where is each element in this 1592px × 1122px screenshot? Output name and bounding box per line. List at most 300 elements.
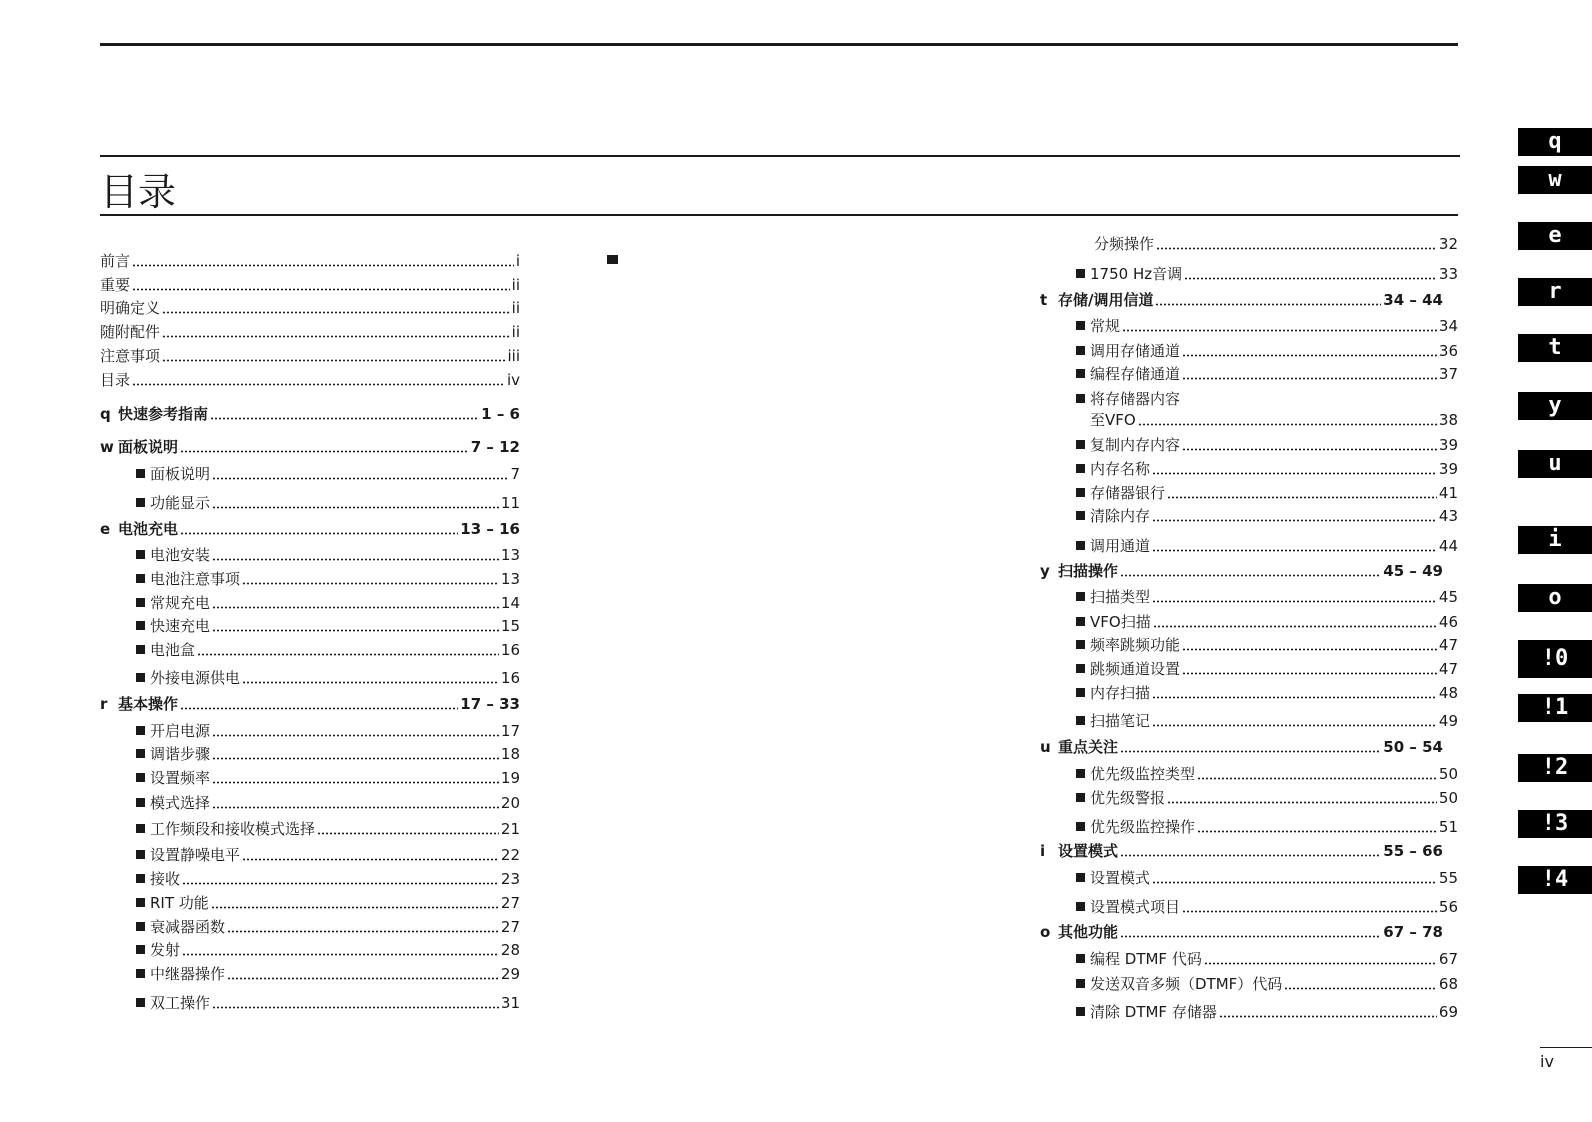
leader-dots: [1197, 777, 1437, 780]
toc-entry[interactable]: [1076, 868, 1458, 888]
leader-dots: [212, 558, 499, 561]
leader-dots: [227, 977, 499, 980]
entry-page: 49: [1438, 712, 1458, 730]
leader-dots: [132, 383, 505, 386]
entry-label: 频率跳频功能: [1090, 636, 1181, 654]
toc-entry[interactable]: [136, 464, 520, 484]
bullet-square: [1076, 640, 1085, 649]
leader-dots: [1152, 472, 1437, 475]
entry-label: 面板说明: [150, 465, 211, 483]
entry-page: 28: [500, 941, 520, 959]
thumb-tab-13[interactable]: !3: [1518, 810, 1592, 838]
bullet-square: [607, 255, 618, 264]
bullet-square: [136, 621, 145, 630]
entry-label: 发射: [150, 941, 181, 959]
toc-entry[interactable]: [136, 819, 520, 839]
toc-entry[interactable]: [1076, 264, 1458, 284]
entry-label: 快速参考指南: [118, 405, 209, 423]
bullet-square: [136, 726, 145, 735]
leader-dots: [1156, 247, 1437, 250]
leader-dots: [180, 532, 458, 535]
entry-label: 优先级监控操作: [1090, 818, 1196, 836]
chapter-marker: i: [1040, 842, 1046, 860]
leader-dots: [212, 781, 499, 784]
leader-dots: [1152, 696, 1437, 699]
leader-dots: [211, 906, 499, 909]
thumb-tab-6[interactable]: y: [1518, 392, 1592, 420]
toc-chapter[interactable]: [100, 519, 520, 539]
toc-entry[interactable]: [1076, 897, 1458, 917]
leader-dots: [132, 288, 510, 291]
leader-dots: [1153, 625, 1437, 628]
leader-dots: [180, 707, 458, 710]
bullet-square: [1076, 394, 1085, 403]
thumb-tab-10[interactable]: !0: [1518, 640, 1592, 678]
bullet-square: [1076, 511, 1085, 520]
thumb-tab-8[interactable]: i: [1518, 526, 1592, 554]
entry-page: 56: [1438, 898, 1458, 916]
thumb-tab-2[interactable]: w: [1518, 166, 1592, 194]
entry-page: 1 – 6: [481, 405, 520, 423]
toc-entry[interactable]: [1094, 234, 1458, 254]
toc-entry[interactable]: [1076, 364, 1458, 384]
leader-dots: [1167, 496, 1437, 499]
leader-dots: [1182, 672, 1437, 675]
bullet-square: [136, 645, 145, 654]
entry-page: ii: [511, 299, 520, 317]
entry-page: 34 – 44: [1383, 291, 1443, 309]
leader-dots: [212, 477, 508, 480]
toc-entry[interactable]: [100, 370, 520, 390]
entry-label: 优先级监控类型: [1090, 765, 1196, 783]
toc-entry[interactable]: [136, 545, 520, 565]
entry-page: 20: [500, 794, 520, 812]
entry-label: 电池盒: [150, 641, 196, 659]
toc-entry[interactable]: [136, 640, 520, 660]
leader-dots: [1182, 910, 1437, 913]
toc-entry[interactable]: [1076, 587, 1458, 607]
entry-page: ii: [511, 323, 520, 341]
toc-chapter[interactable]: [1040, 737, 1443, 757]
leader-dots: [1197, 830, 1437, 833]
entry-page: 43: [1438, 507, 1458, 525]
entry-page: 27: [500, 918, 520, 936]
chapter-marker: q: [100, 405, 111, 423]
bullet-square: [136, 874, 145, 883]
leader-dots: [212, 629, 499, 632]
entry-page: 23: [500, 870, 520, 888]
toc-entry[interactable]: [1076, 435, 1458, 455]
entry-page: 44: [1438, 537, 1458, 555]
bullet-square: [136, 773, 145, 782]
entry-page: 55 – 66: [1383, 842, 1443, 860]
entry-label: 设置模式: [1058, 842, 1119, 860]
entry-label: 编程存储通道: [1090, 365, 1181, 383]
entry-page: 14: [500, 594, 520, 612]
entry-page: 55: [1438, 869, 1458, 887]
entry-label: 工作频段和接收模式选择: [150, 820, 316, 838]
entry-label: 存储/调用信道: [1058, 291, 1154, 309]
bullet-square: [136, 574, 145, 583]
toc-entry[interactable]: [1076, 536, 1458, 556]
leader-dots: [227, 930, 499, 933]
entry-label: 跳频通道设置: [1090, 660, 1181, 678]
toc-entry[interactable]: [1076, 1002, 1458, 1022]
bullet-square: [136, 749, 145, 758]
entry-label: 面板说明: [118, 438, 179, 456]
entry-page: 41: [1438, 484, 1458, 502]
entry-page: 48: [1438, 684, 1458, 702]
entry-page: 21: [500, 820, 520, 838]
entry-label: 调用通道: [1090, 537, 1151, 555]
toc-entry[interactable]: [1076, 635, 1458, 655]
entry-label: 随附配件: [100, 323, 161, 341]
bullet-square: [136, 945, 145, 954]
thumb-tab-5[interactable]: t: [1518, 334, 1592, 362]
entry-label: 明确定义: [100, 299, 161, 317]
entry-page: 39: [1438, 460, 1458, 478]
title-top-rule: [100, 155, 1460, 157]
entry-page: 18: [500, 745, 520, 763]
toc-entry[interactable]: [136, 964, 520, 984]
bullet-square: [1076, 269, 1085, 278]
entry-label: 扫描操作: [1058, 562, 1119, 580]
toc-entry[interactable]: [1076, 506, 1458, 526]
bullet-square: [1076, 369, 1085, 378]
entry-label: 优先级警报: [1090, 789, 1166, 807]
leader-dots: [1182, 448, 1437, 451]
entry-page: 15: [500, 617, 520, 635]
bullet-square: [136, 969, 145, 978]
leader-dots: [1152, 549, 1437, 552]
toc-entry[interactable]: [1076, 459, 1458, 479]
leader-dots: [212, 606, 499, 609]
leader-dots: [212, 757, 499, 760]
toc-entry[interactable]: [136, 593, 520, 613]
chapter-marker: r: [100, 695, 108, 713]
toc-entry[interactable]: [136, 721, 520, 741]
entry-label: 外接电源供电: [150, 669, 241, 687]
bullet-square: [136, 798, 145, 807]
leader-dots: [1138, 423, 1437, 426]
chapter-marker: y: [1040, 562, 1050, 580]
toc-entry[interactable]: [136, 940, 520, 960]
leader-dots: [1182, 648, 1437, 651]
leader-dots: [182, 953, 499, 956]
toc-entry[interactable]: [1076, 711, 1458, 731]
toc-chapter[interactable]: [1040, 290, 1443, 310]
entry-page: 37: [1438, 365, 1458, 383]
chapter-marker: t: [1040, 291, 1048, 309]
bullet-square: [1076, 793, 1085, 802]
entry-page: 27: [500, 894, 520, 912]
toc-entry[interactable]: [1090, 410, 1458, 430]
bullet-square: [1076, 346, 1085, 355]
title-bottom-rule: [100, 214, 1458, 216]
entry-page: 22: [500, 846, 520, 864]
bullet-square: [136, 598, 145, 607]
entry-page: 47: [1438, 636, 1458, 654]
entry-page: 46: [1438, 613, 1458, 631]
entry-label: 常规: [1090, 317, 1121, 335]
thumb-tab-7[interactable]: u: [1518, 450, 1592, 478]
leader-dots: [1120, 935, 1381, 938]
leader-dots: [1120, 574, 1381, 577]
toc-entry[interactable]: [136, 845, 520, 865]
toc-entry[interactable]: [1076, 949, 1458, 969]
bullet-square: [1076, 873, 1085, 882]
entry-page: 34: [1438, 317, 1458, 335]
toc-chapter[interactable]: [100, 694, 520, 714]
toc-chapter[interactable]: [1040, 561, 1443, 581]
entry-label: 将存储器内容: [1090, 390, 1181, 408]
toc-chapter[interactable]: [100, 437, 520, 457]
leader-dots: [1122, 329, 1437, 332]
entry-page: 68: [1438, 975, 1458, 993]
entry-label: 快速充电: [150, 617, 211, 635]
thumb-tab-1[interactable]: q: [1518, 128, 1592, 156]
leader-dots: [1167, 801, 1437, 804]
toc-entry[interactable]: [136, 869, 520, 889]
entry-page: iv: [506, 371, 520, 389]
entry-label: 清除内存: [1090, 507, 1151, 525]
toc-chapter[interactable]: [100, 404, 520, 424]
entry-label: 分频操作: [1094, 235, 1155, 253]
bullet-square: [136, 469, 145, 478]
thumb-tab-12[interactable]: !2: [1518, 754, 1592, 782]
entry-page: 17: [500, 722, 520, 740]
entry-label: 电池注意事项: [150, 570, 241, 588]
leader-dots: [1219, 1015, 1437, 1018]
entry-label: 开启电源: [150, 722, 211, 740]
bullet-square: [1076, 321, 1085, 330]
leader-dots: [1120, 750, 1381, 753]
leader-dots: [212, 806, 499, 809]
leader-dots: [1182, 377, 1437, 380]
entry-page: 7: [510, 465, 520, 483]
entry-label: 设置模式: [1090, 869, 1151, 887]
entry-page: i: [515, 252, 520, 270]
entry-label: 1750 Hz音调: [1090, 265, 1183, 283]
entry-page: 38: [1438, 411, 1458, 429]
thumb-tab-4[interactable]: r: [1518, 278, 1592, 306]
entry-page: 16: [500, 669, 520, 687]
chapter-marker: e: [100, 520, 111, 538]
entry-page: 7 – 12: [470, 438, 520, 456]
leader-dots: [1184, 277, 1437, 280]
entry-page: 45 – 49: [1383, 562, 1443, 580]
thumb-tab-14[interactable]: !4: [1518, 866, 1592, 894]
entry-label: 目录: [100, 371, 131, 389]
leader-dots: [180, 450, 469, 453]
toc-entry[interactable]: [136, 993, 520, 1013]
entry-page: 32: [1438, 235, 1458, 253]
leader-dots: [212, 506, 499, 509]
entry-label: 设置模式项目: [1090, 898, 1181, 916]
entry-label: 中继器操作: [150, 965, 226, 983]
thumb-tab-11[interactable]: !1: [1518, 694, 1592, 722]
entry-label: 重要: [100, 276, 131, 294]
leader-dots: [1155, 303, 1381, 306]
toc-chapter[interactable]: [1040, 922, 1443, 942]
chapter-marker: w: [100, 438, 114, 456]
entry-label: 复制内存内容: [1090, 436, 1181, 454]
entry-label: 扫描类型: [1090, 588, 1151, 606]
thumb-tab-3[interactable]: e: [1518, 222, 1592, 250]
leader-dots: [212, 734, 499, 737]
toc-entry[interactable]: [100, 275, 520, 295]
bullet-square: [1076, 488, 1085, 497]
toc-entry[interactable]: [136, 744, 520, 764]
entry-page: 50: [1438, 789, 1458, 807]
toc-entry[interactable]: [1076, 316, 1458, 336]
leader-dots: [132, 264, 514, 267]
toc-entry[interactable]: [1076, 683, 1458, 703]
entry-label: 双工操作: [150, 994, 211, 1012]
leader-dots: [317, 832, 499, 835]
leader-dots: [1182, 354, 1437, 357]
entry-page: 50 – 54: [1383, 738, 1443, 756]
entry-page: 13: [500, 570, 520, 588]
bullet-square: [1076, 716, 1085, 725]
entry-page: 13: [500, 546, 520, 564]
toc-entry[interactable]: [136, 917, 520, 937]
entry-label: 设置频率: [150, 769, 211, 787]
leader-dots: [1152, 724, 1437, 727]
toc-entry[interactable]: [1076, 817, 1458, 837]
bullet-square: [1076, 592, 1085, 601]
entry-label: 基本操作: [118, 695, 179, 713]
toc-entry[interactable]: [100, 322, 520, 342]
bullet-square: [136, 550, 145, 559]
bullet-square: [136, 824, 145, 833]
bullet-square: [1076, 440, 1085, 449]
bullet-square: [1076, 822, 1085, 831]
entry-label: 内存名称: [1090, 460, 1151, 478]
bullet-square: [1076, 954, 1085, 963]
bullet-square: [1076, 688, 1085, 697]
chapter-marker: o: [1040, 923, 1051, 941]
toc-entry[interactable]: [136, 768, 520, 788]
toc-entry[interactable]: [1076, 659, 1458, 679]
entry-page: 29: [500, 965, 520, 983]
toc-entry[interactable]: [1076, 389, 1458, 409]
leader-dots: [162, 359, 505, 362]
leader-dots: [1284, 987, 1437, 990]
leader-dots: [1152, 600, 1437, 603]
entry-label: 接收: [150, 870, 181, 888]
entry-page: 36: [1438, 342, 1458, 360]
toc-entry[interactable]: [136, 793, 520, 813]
leader-dots: [212, 1006, 499, 1009]
toc-entry[interactable]: [100, 251, 520, 271]
entry-label: 调用存储通道: [1090, 342, 1181, 360]
toc-entry[interactable]: [136, 668, 520, 688]
toc-entry[interactable]: [100, 298, 520, 318]
leader-dots: [162, 335, 510, 338]
toc-entry[interactable]: [1076, 341, 1458, 361]
entry-label: 存储器银行: [1090, 484, 1166, 502]
toc-entry[interactable]: [136, 569, 520, 589]
thumb-tab-9[interactable]: o: [1518, 584, 1592, 612]
bullet-square: [1076, 664, 1085, 673]
entry-page: 67 – 78: [1383, 923, 1443, 941]
toc-entry[interactable]: [136, 893, 520, 913]
entry-page: 17 – 33: [460, 695, 520, 713]
bullet-square: [136, 998, 145, 1007]
leader-dots: [1152, 881, 1437, 884]
leader-dots: [1120, 854, 1381, 857]
entry-label: 前言: [100, 252, 131, 270]
entry-page: iii: [507, 347, 520, 365]
bullet-square: [136, 498, 145, 507]
leader-dots: [1204, 962, 1437, 965]
entry-page: 31: [500, 994, 520, 1012]
page-number: iv: [1540, 1052, 1554, 1071]
entry-page: 33: [1438, 265, 1458, 283]
entry-label: 重点关注: [1058, 738, 1119, 756]
toc-entry[interactable]: [1076, 483, 1458, 503]
toc-entry[interactable]: [1076, 612, 1458, 632]
bullet-square: [1076, 464, 1085, 473]
entry-page: 51: [1438, 818, 1458, 836]
entry-label: 其他功能: [1058, 923, 1119, 941]
bullet-square: [136, 922, 145, 931]
page-title: 目录: [100, 170, 177, 214]
entry-label: 清除 DTMF 存储器: [1090, 1003, 1217, 1021]
entry-page: 45: [1438, 588, 1458, 606]
bullet-square: [136, 898, 145, 907]
entry-page: 16: [500, 641, 520, 659]
leader-dots: [182, 882, 499, 885]
toc-entry[interactable]: [136, 616, 520, 636]
entry-page: 50: [1438, 765, 1458, 783]
bullet-square: [1076, 1007, 1085, 1016]
entry-page: 19: [500, 769, 520, 787]
chapter-marker: u: [1040, 738, 1051, 756]
toc-chapter[interactable]: [1040, 841, 1443, 861]
entry-page: ii: [511, 276, 520, 294]
bullet-square: [1076, 769, 1085, 778]
entry-page: 69: [1438, 1003, 1458, 1021]
leader-dots: [242, 582, 499, 585]
toc-entry[interactable]: [1076, 788, 1458, 808]
entry-label: 内存扫描: [1090, 684, 1151, 702]
entry-label: 调谐步骤: [150, 745, 211, 763]
entry-label: 功能显示: [150, 494, 211, 512]
toc-entry[interactable]: [1076, 974, 1458, 994]
leader-dots: [210, 417, 479, 420]
toc-entry[interactable]: [136, 493, 520, 513]
bullet-square: [136, 850, 145, 859]
entry-label: 发送双音多频（DTMF）代码: [1090, 975, 1283, 993]
entry-label: 衰减器函数: [150, 918, 226, 936]
entry-label: 编程 DTMF 代码: [1090, 950, 1202, 968]
entry-page: 47: [1438, 660, 1458, 678]
page-number-rule: [1540, 1047, 1592, 1048]
toc-entry[interactable]: [100, 346, 520, 366]
entry-label: RIT 功能: [150, 894, 209, 912]
entry-label: 电池安装: [150, 546, 211, 564]
toc-entry[interactable]: [1076, 764, 1458, 784]
bullet-square: [1076, 979, 1085, 988]
entry-label: 注意事项: [100, 347, 161, 365]
leader-dots: [197, 653, 499, 656]
entry-label: 扫描笔记: [1090, 712, 1151, 730]
bullet-square: [136, 673, 145, 682]
entry-label: 至VFO: [1090, 411, 1136, 429]
entry-page: 13 – 16: [460, 520, 520, 538]
